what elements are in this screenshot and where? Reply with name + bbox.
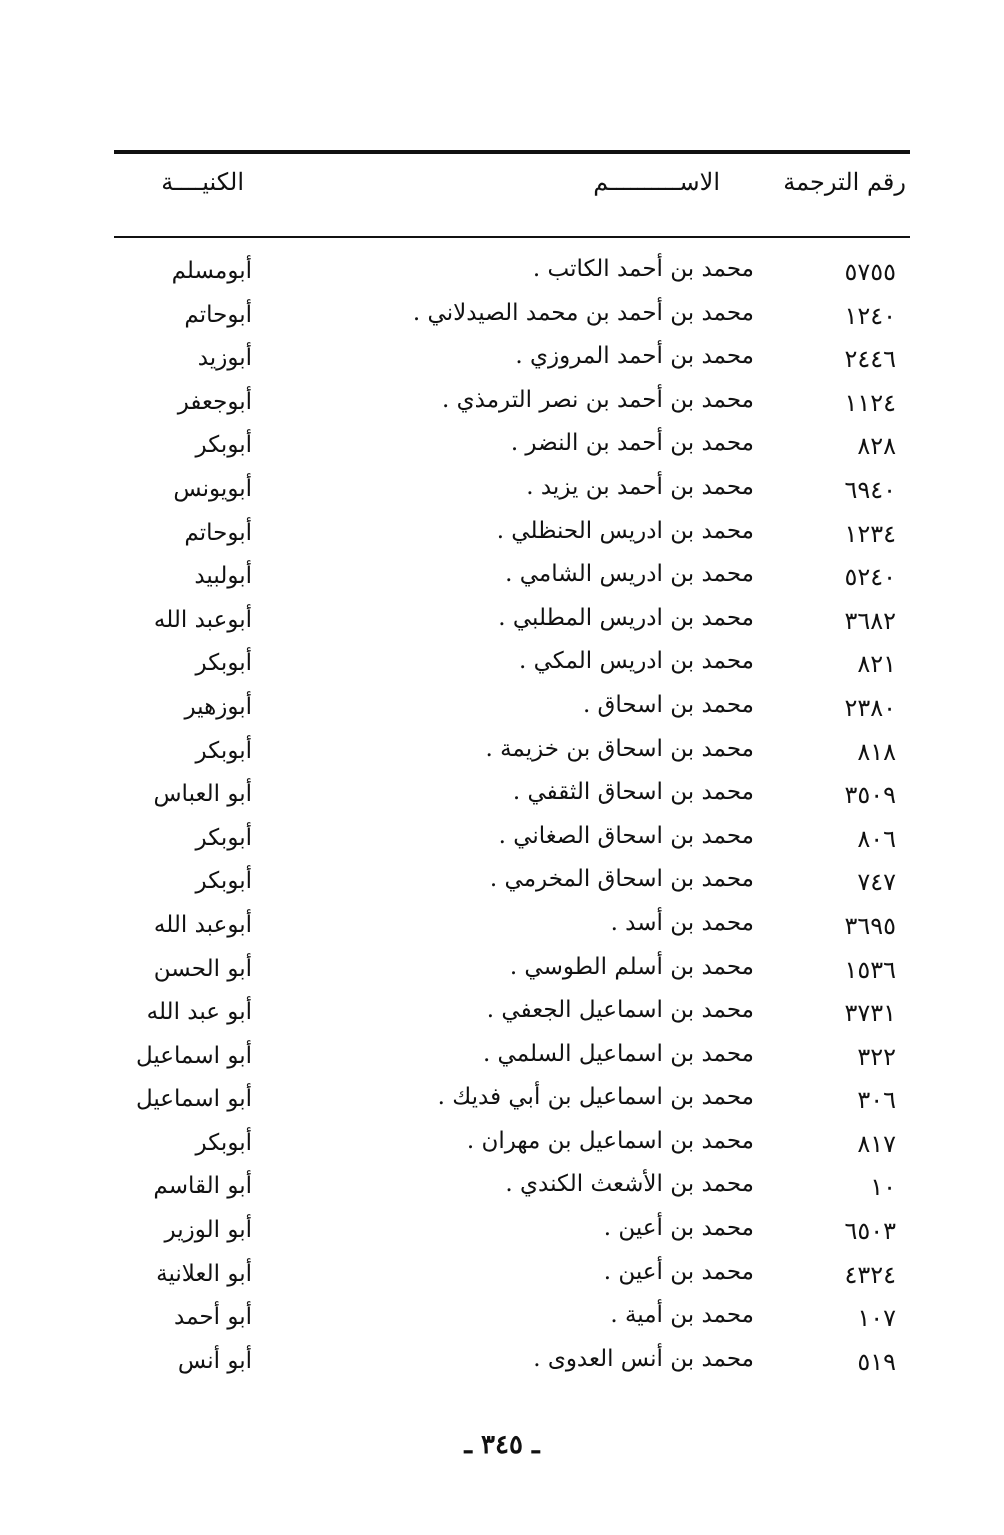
header-bottom-rule bbox=[114, 236, 910, 238]
entry-kunya: أبو القاسم bbox=[153, 1173, 252, 1200]
header-kunya-label: الكنيــــة bbox=[161, 168, 244, 196]
entry-number: ٣٦٨٢ bbox=[844, 606, 896, 635]
entry-name: محمد بن أنس العدوى . bbox=[533, 1345, 754, 1372]
entry-kunya: أبو اسماعيل bbox=[135, 1042, 252, 1069]
table-row bbox=[0, 690, 1004, 734]
entry-name: محمد بن ادريس الشامي . bbox=[505, 561, 754, 588]
entry-number: ٣٦٩٥ bbox=[844, 911, 896, 940]
entry-kunya: أبو اسماعيل bbox=[135, 1086, 252, 1113]
table-header bbox=[114, 168, 910, 208]
entry-number: ١٠ bbox=[870, 1173, 896, 1202]
entry-kunya: أبوزيد bbox=[197, 345, 252, 372]
entry-number: ١٥٣٦ bbox=[844, 955, 896, 984]
table-row bbox=[0, 559, 1004, 603]
entry-kunya: أبويونس bbox=[173, 475, 252, 502]
entry-kunya: أبو العباس bbox=[153, 781, 252, 808]
table-row bbox=[0, 1213, 1004, 1257]
entry-kunya: أبو أنس bbox=[177, 1347, 252, 1374]
table-row bbox=[0, 603, 1004, 647]
entry-kunya: أبولبيد bbox=[194, 563, 252, 590]
entry-name: محمد بن اسماعيل الجعفي . bbox=[486, 997, 754, 1024]
entry-kunya: أبو الحسن bbox=[153, 955, 252, 982]
entry-number: ٣٢٢ bbox=[857, 1042, 896, 1071]
entry-number: ٣٠٦ bbox=[857, 1086, 896, 1115]
entry-kunya: أبوبكر bbox=[195, 824, 252, 851]
page-number: ـ ٣٤٥ ـ bbox=[464, 1430, 540, 1460]
table-body bbox=[0, 254, 1004, 1387]
table-row bbox=[0, 777, 1004, 821]
entry-name: محمد بن أسلم الطوسي . bbox=[509, 953, 754, 980]
entry-name: محمد بن أعين . bbox=[603, 1258, 754, 1285]
entry-kunya: أبوحاتم bbox=[184, 301, 252, 328]
entry-kunya: أبو عبد الله bbox=[146, 999, 252, 1026]
entry-number: ٥٢٤٠ bbox=[844, 563, 896, 592]
entry-number: ٨٢١ bbox=[857, 650, 896, 679]
entry-number: ٦٩٤٠ bbox=[844, 475, 896, 504]
entry-name: محمد بن أحمد بن النضر . bbox=[510, 430, 754, 457]
entry-number: ٥١٩ bbox=[857, 1347, 896, 1376]
entry-number: ٥٧٥٥ bbox=[844, 258, 896, 286]
table-row bbox=[0, 1126, 1004, 1170]
entry-kunya: أبوبكر bbox=[195, 868, 252, 895]
entry-kunya: أبوجعفر bbox=[177, 388, 252, 415]
header-name-label: الاســــــــــم bbox=[593, 168, 720, 196]
header-top-rule bbox=[114, 150, 910, 154]
table-row bbox=[0, 341, 1004, 385]
entry-name: محمد بن اسحاق المخرمي . bbox=[489, 866, 754, 893]
table-row bbox=[0, 1257, 1004, 1301]
entry-kunya: أبوبكر bbox=[195, 650, 252, 677]
entry-name: محمد بن أمية . bbox=[610, 1302, 754, 1329]
entry-name: محمد بن أعين . bbox=[603, 1215, 754, 1242]
entry-number: ١٢٣٤ bbox=[844, 519, 896, 548]
entry-kunya: أبوزهير bbox=[184, 693, 252, 720]
entry-name: محمد بن اسماعيل بن مهران . bbox=[466, 1127, 754, 1154]
entry-number: ٢٣٨٠ bbox=[844, 693, 896, 722]
table-row bbox=[0, 908, 1004, 952]
table-row bbox=[0, 298, 1004, 342]
entry-number: ١١٢٤ bbox=[844, 388, 896, 417]
header-number-label: رقم الترجمة bbox=[783, 168, 906, 196]
table-row bbox=[0, 1344, 1004, 1388]
table-row bbox=[0, 995, 1004, 1039]
table-row bbox=[0, 1300, 1004, 1344]
entry-number: ١٢٤٠ bbox=[844, 301, 896, 330]
entry-kunya: أبوبكر bbox=[195, 1129, 252, 1156]
entry-name: محمد بن اسماعيل بن أبي فديك . bbox=[437, 1084, 754, 1111]
entry-name: محمد بن أحمد المروزي . bbox=[515, 343, 754, 370]
entry-name: محمد بن أحمد الكاتب . bbox=[532, 256, 754, 282]
table-row bbox=[0, 952, 1004, 996]
entry-name: محمد بن اسماعيل السلمي . bbox=[482, 1040, 754, 1067]
entry-number: ٧٤٧ bbox=[857, 868, 896, 897]
table-row bbox=[0, 254, 1004, 298]
table-row bbox=[0, 1039, 1004, 1083]
entry-kunya: أبوبكر bbox=[195, 432, 252, 459]
entry-name: محمد بن أحمد بن محمد الصيدلاني . bbox=[412, 299, 754, 326]
table-row bbox=[0, 1082, 1004, 1126]
entry-name: محمد بن أسد . bbox=[610, 909, 754, 936]
table-row bbox=[0, 428, 1004, 472]
entry-name: محمد بن ادريس المطلبي . bbox=[498, 604, 754, 631]
entry-number: ٢٤٤٦ bbox=[844, 345, 896, 374]
entry-name: محمد بن اسحاق بن خزيمة . bbox=[485, 735, 754, 762]
entry-name: محمد بن أحمد بن يزيد . bbox=[526, 473, 754, 500]
table-row bbox=[0, 821, 1004, 865]
entry-number: ٤٣٢٤ bbox=[844, 1260, 896, 1289]
entry-name: محمد بن ادريس المكي . bbox=[518, 648, 754, 675]
entry-number: ٣٧٣١ bbox=[844, 999, 896, 1028]
entry-kunya: أبوعبد الله bbox=[153, 911, 252, 938]
entry-kunya: أبوحاتم bbox=[184, 519, 252, 546]
entry-kunya: أبو الوزير bbox=[164, 1217, 252, 1244]
entry-number: ٨٢٨ bbox=[857, 432, 896, 461]
entry-number: ٦٥٠٣ bbox=[844, 1217, 896, 1246]
entry-number: ٨٠٦ bbox=[857, 824, 896, 853]
entry-kunya: أبو أحمد bbox=[174, 1304, 252, 1331]
entry-kunya: أبوبكر bbox=[195, 737, 252, 764]
entry-name: محمد بن اسحاق الثقفي . bbox=[512, 779, 754, 806]
table-row bbox=[0, 1169, 1004, 1213]
table-row bbox=[0, 516, 1004, 560]
entry-kunya: أبومسلم bbox=[171, 258, 252, 284]
entry-number: ٣٥٠٩ bbox=[844, 781, 896, 810]
entry-name: محمد بن ادريس الحنظلي . bbox=[496, 517, 754, 544]
entry-number: ٨١٨ bbox=[857, 737, 896, 766]
entry-number: ٨١٧ bbox=[857, 1129, 896, 1158]
table-row bbox=[0, 646, 1004, 690]
entry-kunya: أبوعبد الله bbox=[153, 606, 252, 633]
table-row bbox=[0, 734, 1004, 778]
entry-name: محمد بن اسحاق . bbox=[582, 691, 754, 718]
entry-name: محمد بن أحمد بن نصر الترمذي . bbox=[442, 386, 754, 413]
table-row bbox=[0, 385, 1004, 429]
entry-kunya: أبو العلانية bbox=[156, 1260, 252, 1287]
table-row bbox=[0, 472, 1004, 516]
table-row bbox=[0, 864, 1004, 908]
entry-number: ١٠٧ bbox=[857, 1304, 896, 1333]
entry-name: محمد بن الأشعث الكندي . bbox=[505, 1171, 754, 1198]
entry-name: محمد بن اسحاق الصغاني . bbox=[498, 822, 754, 849]
